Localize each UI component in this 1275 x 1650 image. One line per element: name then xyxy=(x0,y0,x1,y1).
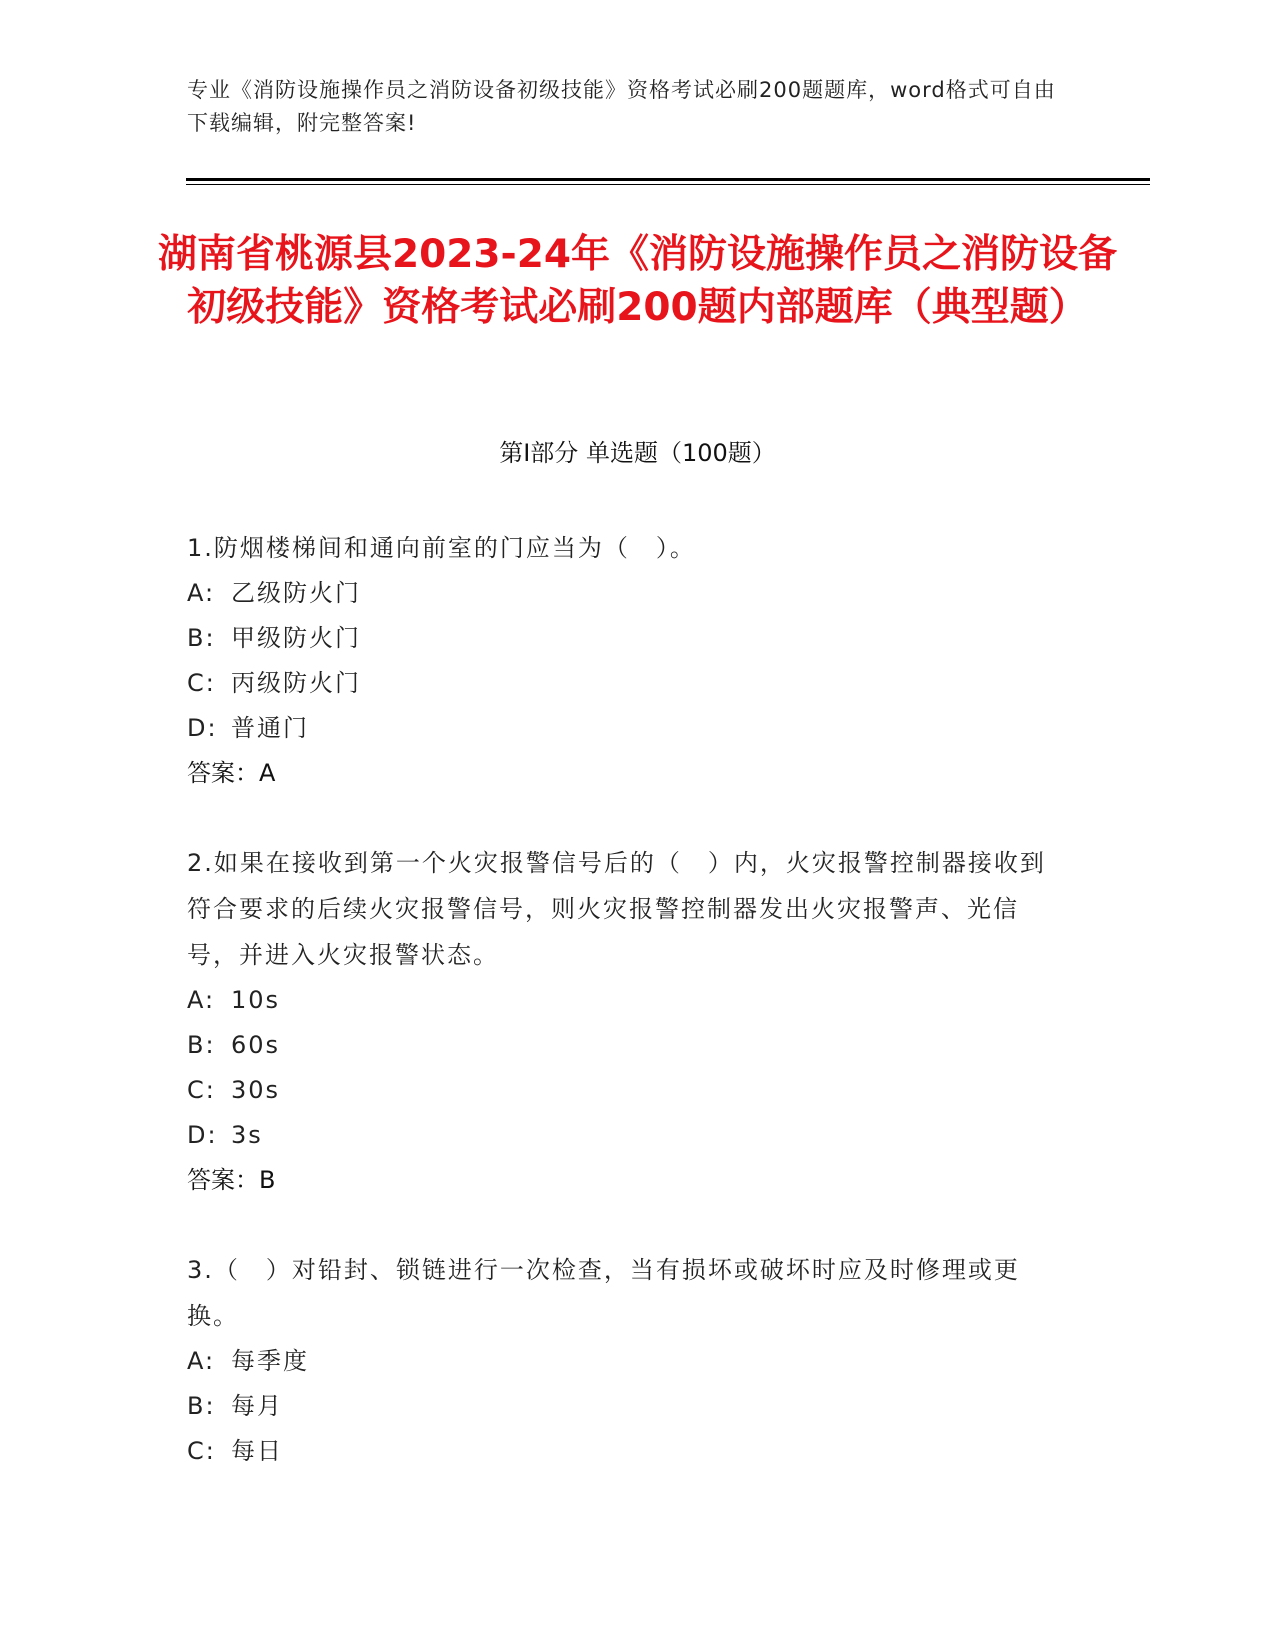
question-2 xyxy=(187,840,1067,1203)
option-b xyxy=(187,1023,1067,1068)
option-a xyxy=(187,571,1067,616)
option-key: A: xyxy=(187,579,216,607)
option-text: 每月 xyxy=(231,1392,283,1420)
answer: 答案：A xyxy=(187,759,276,787)
option-d xyxy=(187,1113,1067,1158)
option-text: 甲级防火门 xyxy=(231,624,361,652)
question-stem: 1.防烟楼梯间和通向前室的门应当为（ ）。 xyxy=(187,534,696,562)
option-key: B: xyxy=(187,624,216,652)
option-text: 乙级防火门 xyxy=(231,579,361,607)
question-stem: 3.（ ）对铅封、锁链进行一次检查，当有损坏或破坏时应及时修理或更换。 xyxy=(187,1256,1020,1330)
section-title: 第Ⅰ部分 单选题（100题） xyxy=(499,439,776,467)
option-key: A: xyxy=(187,1347,216,1375)
option-text: 30s xyxy=(231,1076,281,1104)
header-divider-thick xyxy=(186,178,1150,181)
option-a xyxy=(187,1339,1067,1384)
option-text: 60s xyxy=(231,1031,281,1059)
option-c xyxy=(187,1068,1067,1113)
header-note: 专业《消防设施操作员之消防设备初级技能》资格考试必刷200题题库，word格式可自由下载编辑，附完整答案! xyxy=(187,78,1056,135)
option-key: C: xyxy=(187,669,216,697)
question-3 xyxy=(187,1247,1067,1474)
option-key: D: xyxy=(187,1121,218,1149)
document-title: 湖南省桃源县2023-24年《消防设施操作员之消防设备初级技能》资格考试必刷200题内部题库（典型题） xyxy=(157,232,1117,330)
option-c xyxy=(187,1429,1067,1474)
question-stem: 2.如果在接收到第一个火灾报警信号后的（ ）内，火灾报警控制器接收到符合要求的后续火灾报警信号，则火灾报警控制器发出火灾报警声、光信号，并进入火灾报警状态。 xyxy=(187,849,1046,969)
option-a xyxy=(187,978,1067,1023)
option-key: A: xyxy=(187,986,216,1014)
question-list xyxy=(187,525,1067,1518)
option-text: 10s xyxy=(231,986,281,1014)
option-text: 3s xyxy=(231,1121,263,1149)
option-c xyxy=(187,661,1067,706)
option-key: B: xyxy=(187,1031,216,1059)
option-b xyxy=(187,616,1067,661)
option-d xyxy=(187,706,1067,751)
option-text: 普通门 xyxy=(231,714,309,742)
question-1 xyxy=(187,525,1067,796)
option-key: B: xyxy=(187,1392,216,1420)
option-key: C: xyxy=(187,1076,216,1104)
option-key: D: xyxy=(187,714,218,742)
header-divider-thin xyxy=(186,184,1150,185)
answer: 答案：B xyxy=(187,1166,276,1194)
option-text: 每日 xyxy=(231,1437,283,1465)
option-key: C: xyxy=(187,1437,216,1465)
option-text: 每季度 xyxy=(231,1347,309,1375)
option-text: 丙级防火门 xyxy=(231,669,361,697)
option-b xyxy=(187,1384,1067,1429)
